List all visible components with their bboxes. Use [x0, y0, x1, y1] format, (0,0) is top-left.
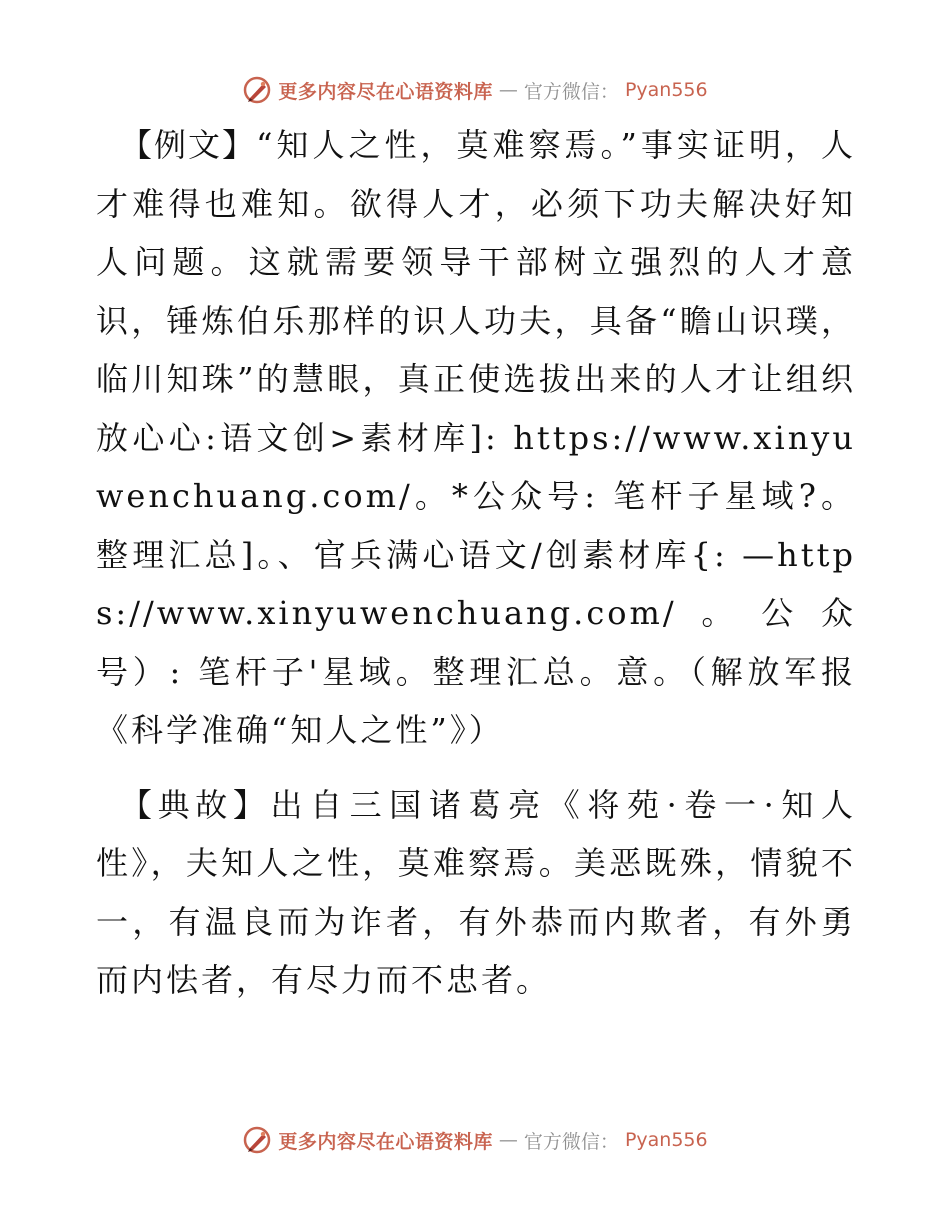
header-promo-text: 更多内容尽在心语资料库 — [278, 80, 493, 103]
footer-official-label: 官方微信： — [523, 1130, 619, 1153]
document-body — [96, 116, 856, 1010]
footer-banner — [0, 1120, 950, 1160]
header-dash: — — [498, 79, 518, 101]
header-official-label: 官方微信： — [523, 80, 619, 103]
allusion-text: 出自三国诸葛亮《将苑·卷一·知人性》，夫知人之性，莫难察焉。美恶既殊，情貌不一，有温良而为诈者，有外恭而内欺者，有外勇而内怯者，有尽力而不忠者。 — [96, 785, 856, 999]
allusion-paragraph — [96, 776, 856, 1010]
pen-logo-icon — [242, 1125, 272, 1155]
allusion-label: 【典故】 — [120, 785, 271, 824]
footer-promo-text: 更多内容尽在心语资料库 — [278, 1130, 493, 1153]
example-paragraph — [96, 116, 856, 760]
footer-dash: — — [498, 1129, 518, 1151]
header-account: Pyan556 — [624, 79, 708, 101]
example-text: “知人之性，莫难察焉。”事实证明，人才难得也难知。欲得人才，必须下功夫解决好知人问题。这就需要领导干部树立强烈的人才意识，锤炼伯乐那样的识人功夫，具备“瞻山识璞，临川知珠”的慧眼，真正使选拔出来的人才让组织放心心:语文创>素材库]: https://www.xinyuwenchuang.com/。*公众号: 笔杆子星域?。整理汇总]。、官兵满心语文/创素材库{: —https://www.xinyuwenchuang.com/。公众号）: 笔杆子'星域。整理汇总。意。（解放军报《科学准确“知人之性”》） — [96, 126, 856, 749]
header-banner — [0, 70, 950, 110]
footer-account: Pyan556 — [624, 1129, 708, 1151]
example-label: 【例文】 — [120, 126, 257, 164]
pen-logo-icon — [242, 75, 272, 105]
